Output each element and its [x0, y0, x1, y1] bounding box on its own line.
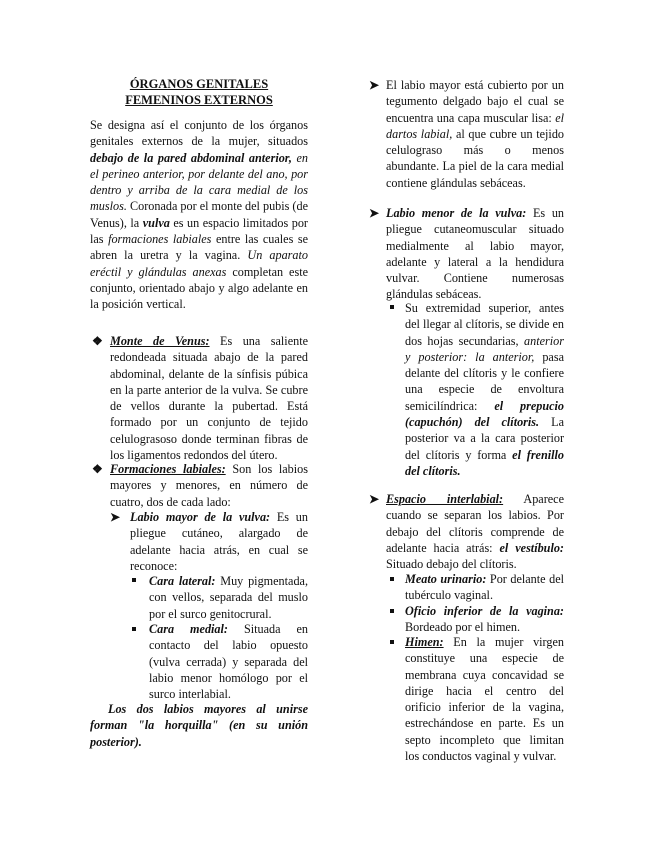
closing-paragraph: Los dos labios mayores al unirse forman "la horquilla" (en su unión posterior). — [90, 702, 308, 749]
oficio-inferior-item: Oficio inferior de la vagina: Bordeado por el himen. — [405, 604, 564, 635]
square-bullet-icon — [390, 640, 394, 644]
labio-menor-item: Labio menor de la vulva: Es un pliegue cutaneomuscular situado medialmente al labio mayor, adelante y lateral a la hendidura vulvar. Contiene numerosas glándulas sebáceas. — [386, 206, 564, 302]
diamond-bullet-icon: ❖ — [92, 462, 103, 476]
square-bullet-icon — [132, 627, 136, 631]
espacio-interlabial-item: Espacio interlabial: Aparece cuando se separan los labios. Por debajo del clítoris comprende de adelante hacia atrás: el vestíbulo: Situado debajo del clítoris. — [386, 492, 565, 572]
labio-mayor-cover-item: El labio mayor está cubierto por un tegumento delgado bajo el cual se encuentra una capa muscular lisa: el dartos labial, al que cubre un tejido celulograso más o menos abundante. La piel de la cara medial contiene glándulas sebáceas. — [386, 78, 565, 190]
square-bullet-icon — [390, 609, 394, 613]
square-bullet-icon — [390, 577, 394, 581]
cara-medial-item: Cara medial: Situada en contacto del labio opuesto (vulva cerrada) y separada del labio menor homólogo por el surco interlabial. — [149, 622, 309, 702]
cara-lateral-item: Cara lateral: Muy pigmentada, con vellos, separada del muslo por el surco genitocrural. — [149, 574, 308, 621]
monte-de-venus-item: Monte de Venus: Es una saliente redondeada situada abajo de la pared abdominal, delante de la sínfisis púbica en la parte anterior de la vulva. Se cubre de vellos durante la pubertad. Está formado por un conjunto de tejido celulograsoso donde terminan fibras de los ligamentos redondos del útero. — [110, 334, 308, 463]
meato-urinario-item: Meato urinario: Por delante del tubérculo vaginal. — [405, 572, 564, 603]
himen-item: Himen: En la mujer virgen constituye una especie de membrana cuya concavidad se dirige hacia el centro del orificio inferior de la vagina, estrechándose en parte. Es un septo incompleto que limitan los conductos vaginal y vulvar. — [405, 635, 564, 764]
title-line-2: FEMENINOS EXTERNOS — [125, 93, 273, 107]
intro-paragraph: Se designa así el conjunto de los órganos genitales externos de la mujer, situados debajo de la pared abdominal anterior, en el perineo anterior, por delante del ano, por dentro y arriba de la cara medial de los muslos. Coronada por el monte del pubis (de Venus), la vulva es un espacio limitados por las formaciones labiales entre las cuales se abren la uretra y la vagina. Un aparato eréctil y glándulas anexas completan este conjunto, orientado abajo y algo adelante en la posición vertical. — [90, 118, 308, 312]
formaciones-labiales-item: Formaciones labiales: Son los labios mayores y menores, en número de cuatro, dos de cada lado: — [110, 462, 308, 509]
arrow-bullet-icon: ➤ — [369, 78, 380, 92]
square-bullet-icon — [390, 305, 394, 309]
arrow-bullet-icon: ➤ — [369, 492, 380, 506]
square-bullet-icon — [132, 578, 136, 582]
arrow-bullet-icon: ➤ — [110, 510, 121, 524]
arrow-bullet-icon: ➤ — [369, 206, 380, 220]
diamond-bullet-icon: ❖ — [92, 334, 103, 348]
page-title — [90, 76, 308, 108]
extremidad-superior-item: Su extremidad superior, antes del llegar al clítoris, se divide en dos hojas secundarias, anterior y posterior: la anterior, pasa delante del clítoris y le confiere una especie de envoltura semicilíndrica: el prepucio (capuchón) del clítoris. La posterior va a la cara posterior del clítoris y forma el frenillo del clítoris. — [405, 301, 564, 478]
title-line-1: ÓRGANOS GENITALES — [129, 77, 269, 91]
labio-mayor-item: Labio mayor de la vulva: Es un pliegue cutáneo, alargado de adelante hacia atrás, en cual se reconoce: — [130, 510, 308, 573]
